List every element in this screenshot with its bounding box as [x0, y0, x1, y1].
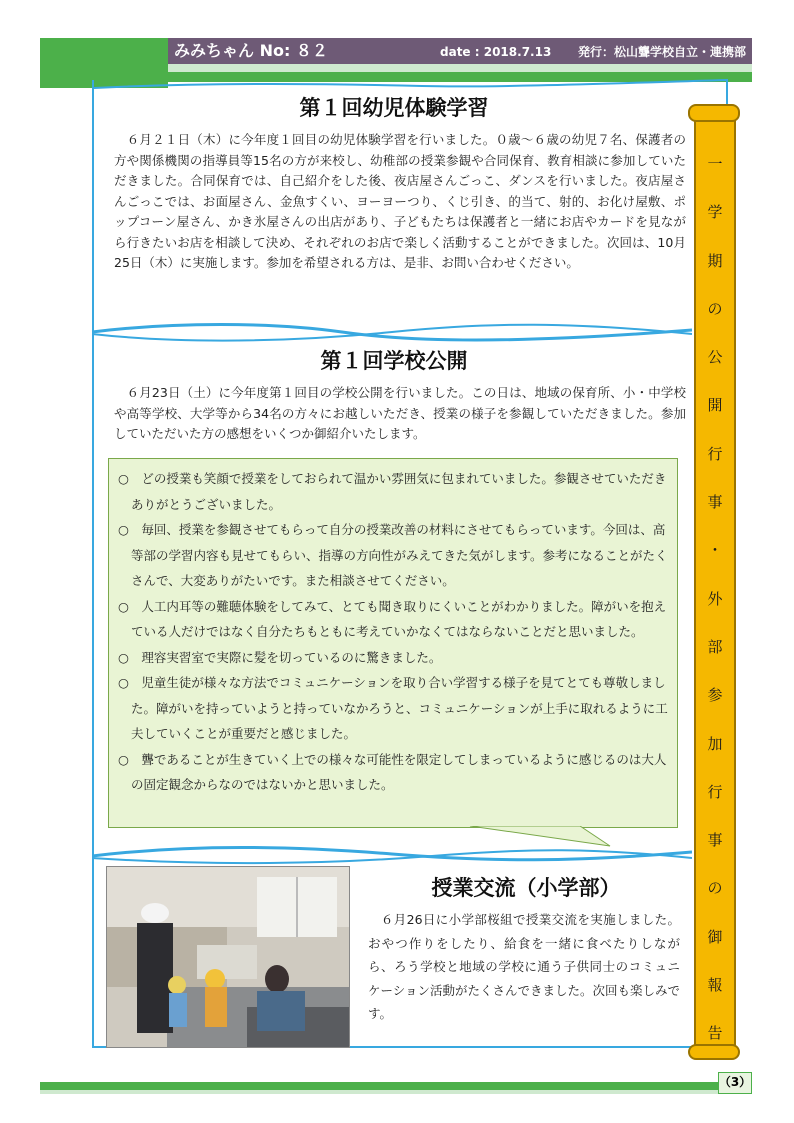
- header-underline: [168, 64, 752, 72]
- banner-char: の: [707, 879, 723, 898]
- newsletter-title: みみちゃん No: ８２: [174, 41, 328, 60]
- banner-char: 参: [707, 686, 723, 705]
- class-exchange-photo: [106, 866, 350, 1048]
- date-label: date :: [440, 45, 480, 59]
- comment-item: ○ 人工内耳等の難聴体験をしてみて、とても聞き取りにくいことがわかりました。障がいを抱えている人だけではなく自分たちもともに考えていかなくてはならないことだと思いました。: [118, 598, 667, 639]
- section-body-class-exchange: ６月26日に小学部桜組で授業交流を実施しました。おやつ作りをしたり、給食を一緒に食べたりしながら、ろう学校と地域の学校に通う子供同士のコミュニケーション活動がたくさんできました。次回も楽しみです。: [368, 912, 681, 1022]
- banner-caption: [700, 140, 730, 1058]
- footer-bar: [40, 1082, 720, 1090]
- section-title-class-exchange: 授業交流（小学部）: [431, 876, 621, 900]
- date-value: 2018.7.13: [483, 45, 552, 59]
- banner-char: 事: [707, 831, 723, 850]
- banner-char: 開: [707, 396, 723, 415]
- comment-item: ○ 理容実習室で実際に髪を切っているのに驚きました。: [118, 649, 442, 665]
- banner-char: 報: [707, 976, 723, 995]
- banner-char: 外: [707, 589, 723, 608]
- banner-char: 告: [707, 1024, 723, 1043]
- banner-char: 行: [707, 444, 723, 463]
- section-body-infant-experience: ６月２１日（木）に今年度１回目の幼児体験学習を行いました。０歳～６歳の幼児７名、保護者の方や関係機関の指導員等15名の方が来校し、幼稚部の授業参観や合同保育、教育相談に参加していただきました。合同保育では、自己紹介をした後、夜店屋さんごっこ、ダンスを行いました。夜店屋さんごっこでは、お面屋さん、金魚すくい、ヨーヨーつり、くじ引き、的当て、射的、お化け屋敷、ポップコーン屋さん、かき氷屋さんの出店があり、子どもたちは保護者と一緒にお店やカードを見ながら行きたいお店を相談して決め、それぞれのお店で楽しく活動することができました。次回は、10月25日（木）に実施します。参加を希望される方は、是非、お問い合わせください。: [114, 132, 686, 270]
- section-title-infant-experience: 第１回幼児体験学習: [299, 96, 489, 120]
- section-body-open-school: ６月23日（土）に今年度第１回目の学校公開を行いました。この日は、地域の保育所、小・中学校や高等学校、大学等から34名の方々にお越しいただき、授業の様子を参観していただきました。参加していただいた方の感想をいくつか御紹介いたします。: [114, 385, 686, 441]
- classroom-photo-illustration: [107, 867, 350, 1048]
- comments-box-tail: [460, 826, 640, 848]
- banner-char: ・: [707, 541, 723, 560]
- banner-char: 期: [707, 251, 723, 270]
- comment-item: ○ 聾であることが生きていく上での様々な可能性を限定してしまっているように感じるのは大人の固定観念からなのではないかと思いました。: [118, 751, 667, 792]
- banner-char: 御: [707, 927, 723, 946]
- visitor-comments-list: [118, 466, 670, 798]
- comment-item: ○ 児童生徒が様々な方法でコミュニケーションを取り合い学習する様子を見てとても尊敬しました。障がいを持っていようと持っていなかろうと、コミュニケーションが上手に取れるように工夫していくことが重要だと感じました。: [118, 675, 668, 741]
- banner-char: 学: [707, 203, 723, 222]
- footer-underline: [40, 1090, 752, 1094]
- banner-char: 一: [707, 155, 723, 173]
- comment-item: ○ 毎回、授業を参観させてもらって自分の授業改善の材料にさせてもらっています。今回は、高等部の学習内容も見せてもらい、指導の方向性がみえてきた気がします。参考になることがたくさんで、大変ありがたいです。また相談させてください。: [118, 522, 668, 588]
- banner-char: 部: [707, 637, 723, 656]
- banner-char: 行: [707, 782, 723, 801]
- banner-top-curl: [688, 104, 740, 122]
- banner-char: の: [707, 299, 723, 318]
- banner-char: 事: [707, 493, 723, 512]
- publisher: 発行：松山聾学校自立・連携部: [578, 45, 747, 59]
- section-title-open-school: 第１回学校公開: [320, 349, 468, 373]
- banner-char: 公: [707, 348, 723, 367]
- comment-item: ○ どの授業も笑顔で授業をしておられて温かい雰囲気に包まれていました。参観させていただきありがとうございました。: [118, 471, 667, 512]
- wave-divider-1: [92, 318, 692, 348]
- issue-date: [440, 42, 551, 62]
- banner-char: 加: [707, 734, 723, 753]
- page-number: （3）: [718, 1075, 752, 1089]
